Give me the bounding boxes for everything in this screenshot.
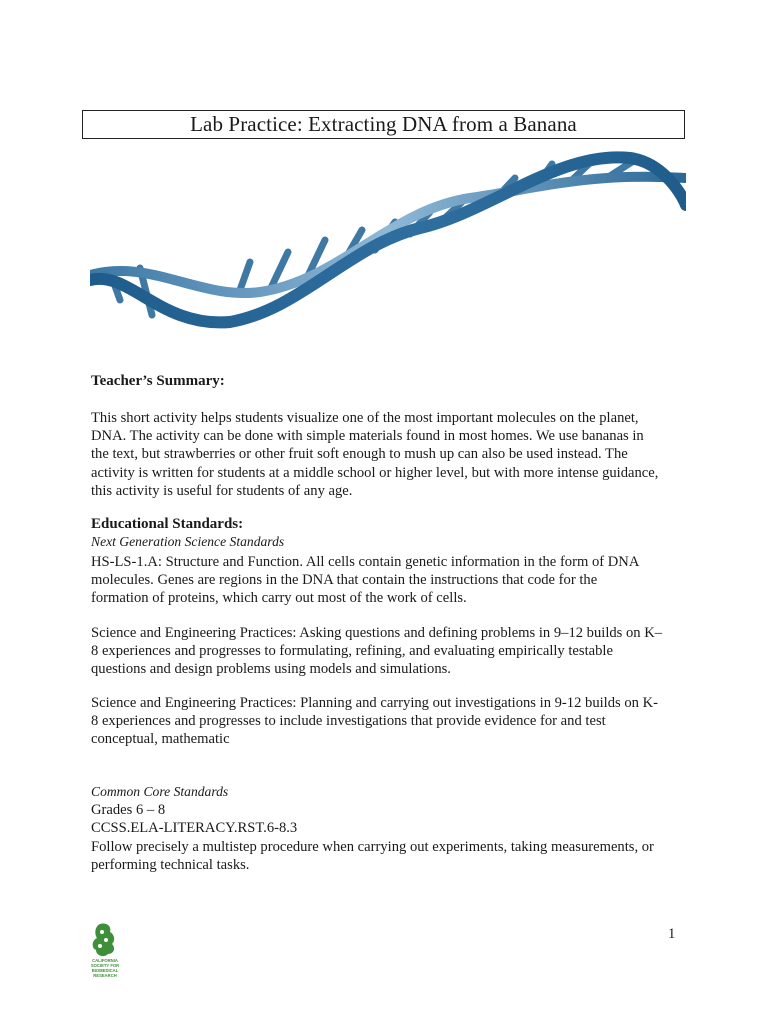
common-core-label: Common Core Standards [91, 784, 229, 799]
common-core-section [91, 783, 691, 874]
practices-paragraph-1 [91, 624, 691, 679]
csbr-logo [88, 922, 122, 980]
dna-helix-illustration [90, 150, 686, 330]
dna-base-pair [240, 262, 250, 290]
summary-line: activity is written for students at a middle school or higher level, but with more intense guidance, [91, 464, 659, 481]
summary-line: DNA. The activity can be done with simple materials found in most homes. We use bananas in [91, 428, 644, 445]
page-number: 1 [668, 926, 676, 942]
practices-line: 8 experiences and progresses to include investigations that provide evidence for and test [91, 713, 606, 730]
ngss-label: Next Generation Science Standards [91, 534, 285, 550]
practices-line: Science and Engineering Practices: Planning and carrying out investigations in 9-12 builds on K- [91, 695, 659, 711]
summary-line: the text, but strawberries or other fruit soft enough to mush up can also be used instead. The [91, 446, 628, 463]
ccss-line: Follow precisely a multistep procedure when carrying out experiments, taking measurements, or [91, 838, 654, 855]
document-title: Lab Practice: Extracting DNA from a Banana [82, 110, 685, 139]
hs-ls-line: molecules. Genes are regions in the DNA that contain the instructions that code for the [91, 572, 598, 589]
summary-line: this activity is useful for students of any age. [91, 482, 353, 499]
logo-text-line: BIOMEDICAL [91, 968, 119, 973]
summary-line: This short activity helps students visualize one of the most important molecules on the planet, [91, 410, 639, 426]
ccss-code: CCSS.ELA-LITERACY.RST.6-8.3 [91, 820, 298, 837]
practices-line: conceptual, mathematic [91, 731, 230, 748]
teacher-summary-heading: Teacher’s Summary: [91, 373, 225, 389]
educational-standards-heading: Educational Standards: [91, 516, 244, 532]
practices-line: Science and Engineering Practices: Asking questions and defining problems in 9–12 builds on K– [91, 625, 663, 641]
hs-ls-line: formation of proteins, which carry out most of the work of cells. [91, 590, 467, 607]
ccss-line: performing technical tasks. [91, 856, 250, 873]
grades-line: Grades 6 – 8 [91, 802, 166, 819]
practices-line: 8 experiences and progresses to formulating, refining, and evaluating empirically testable [91, 643, 613, 660]
logo-text-line: CALIFORNIA [92, 958, 118, 963]
practices-line: questions and design problems using models and simulations. [91, 661, 451, 678]
logo-text-line: RESEARCH [93, 973, 117, 978]
teacher-summary-paragraph [91, 409, 691, 500]
hs-ls-line: HS-LS-1.A: Structure and Function. All cells contain genetic information in the form of DNA [91, 554, 640, 570]
logo-text-line: SOCIETY FOR [90, 963, 120, 968]
hs-ls-paragraph [91, 553, 691, 608]
practices-paragraph-2 [91, 694, 691, 749]
